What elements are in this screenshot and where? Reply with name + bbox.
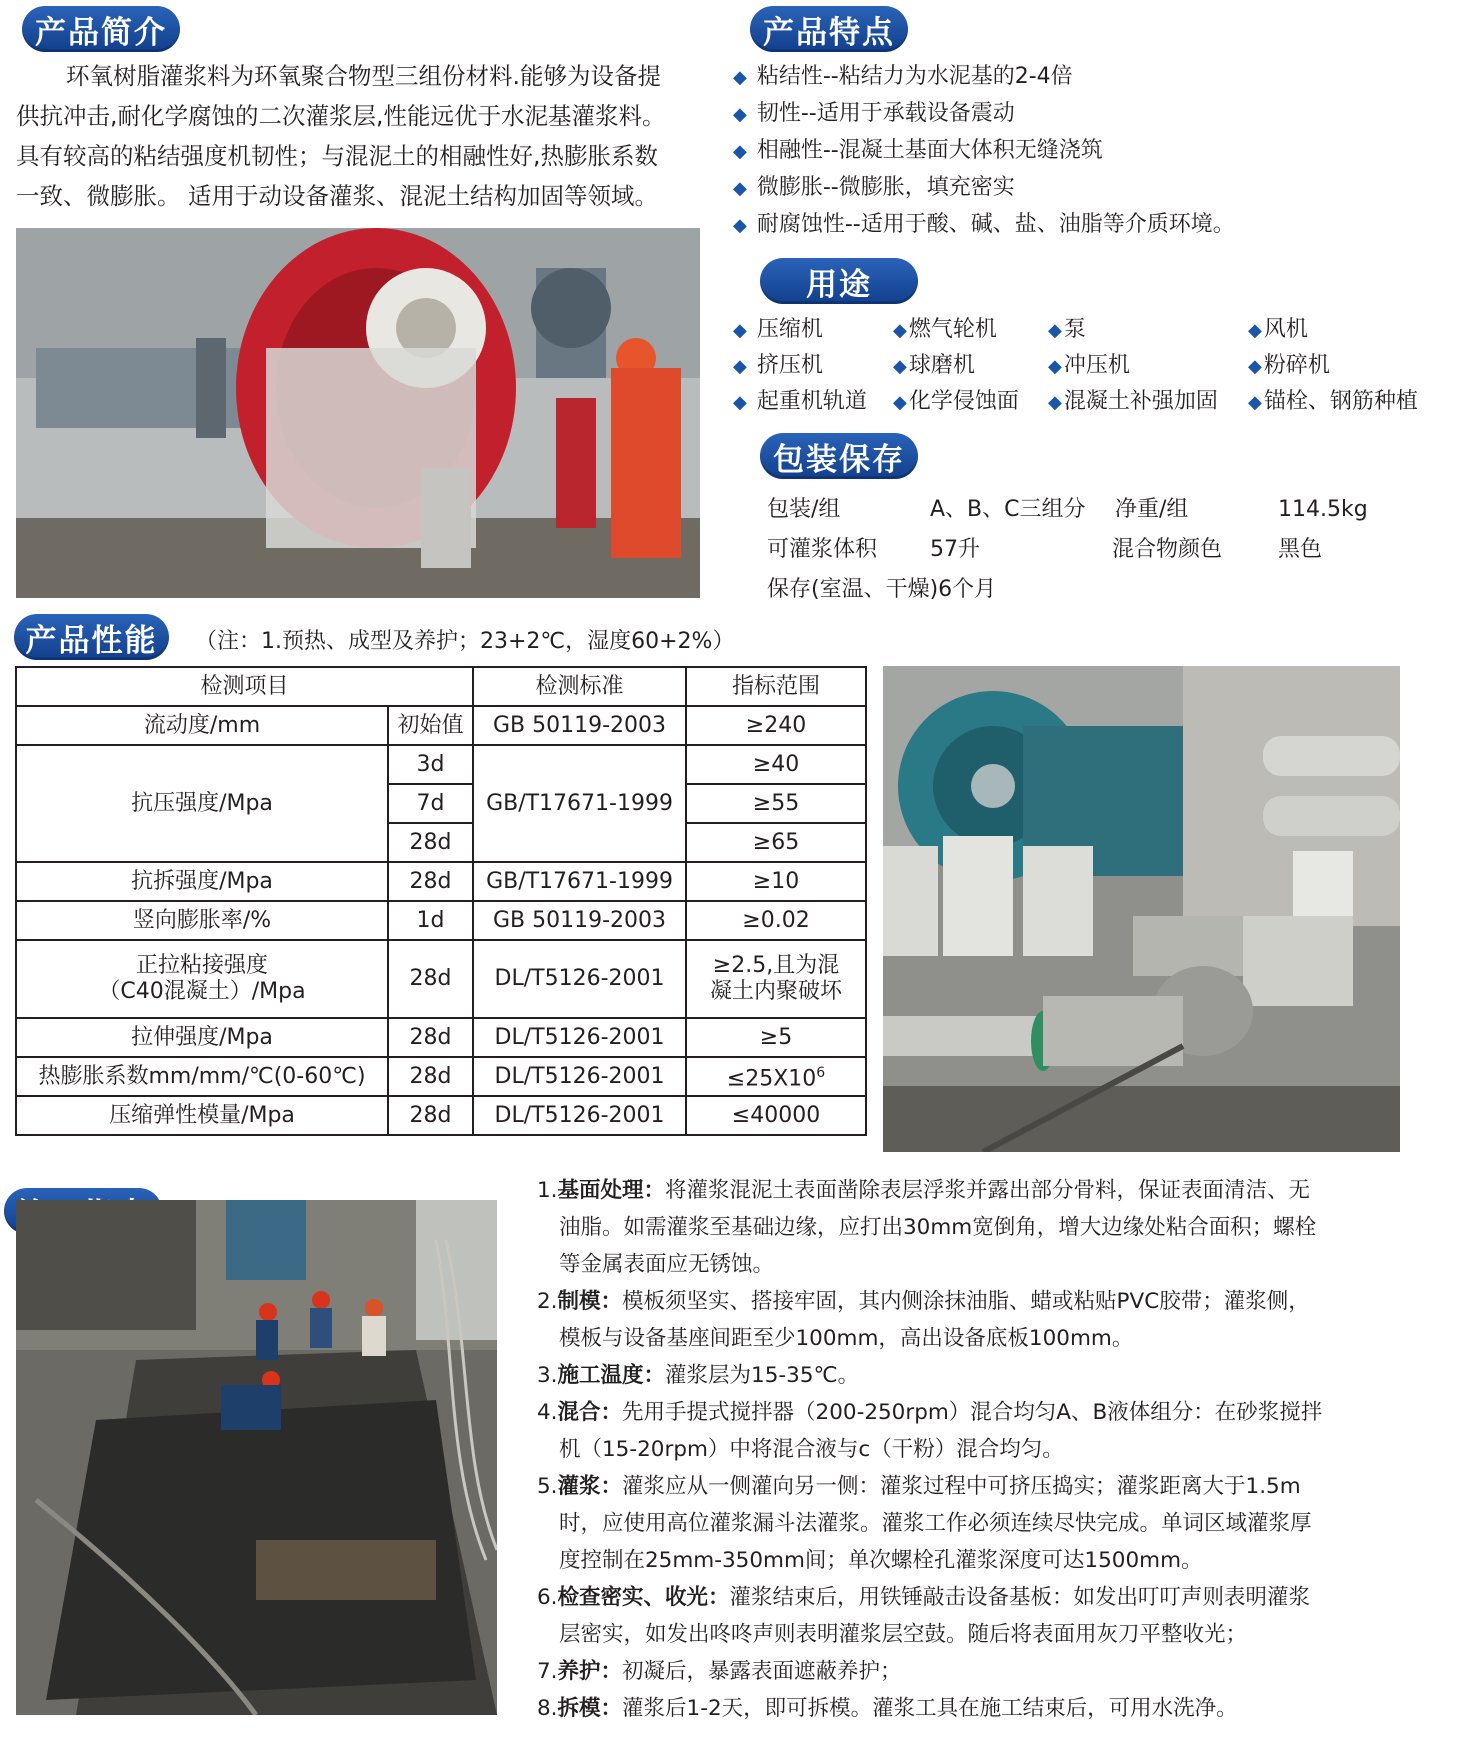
packaging-label: 包装/组 [767,497,841,522]
packaging-value: A、B、C三组分 [930,497,1086,522]
cell-item [16,940,388,1018]
section-title-uses: 用途 [760,258,918,304]
uses-row [733,312,1453,348]
table-row [16,745,866,784]
step-item [537,1690,1397,1727]
packaging-row [767,570,1368,610]
uses-row [733,384,1453,420]
section-title-features: 产品特点 [750,6,908,52]
use-item: ◆冲压机 [1048,348,1248,384]
step-item [537,1357,1397,1394]
diamond-bullet-icon: ◆ [733,141,747,162]
step-text: 时，应使用高位灌浆漏斗法灌浆。灌浆工作必须连续尽快完成。单词区域灌浆厚 [559,1511,1312,1536]
uses-row [733,348,1453,384]
cell-range-line: 凝土内聚破坏 [710,979,843,1004]
table-row [16,706,866,745]
cell-standard: GB 50119-2003 [473,901,686,940]
cell-range: ≥40 [686,745,866,784]
step-title: 混合： [557,1400,623,1425]
packaging-label: 净重/组 [1115,497,1189,522]
performance-table [15,666,867,1136]
step-number: 2. [537,1289,558,1314]
table-row [16,1096,866,1135]
header-item: 检测项目 [16,667,473,706]
cell-age: 7d [388,784,473,823]
list-item: ◆ 韧性--适用于承载设备震动 [733,95,1235,132]
use-item: ◆ 起重机轨道 [733,384,893,420]
cell-item: 压缩弹性模量/Mpa [16,1096,388,1135]
diamond-bullet-icon: ◆ [893,392,907,413]
cell-range: ≥0.02 [686,901,866,940]
diamond-bullet-icon: ◆ [1048,356,1062,377]
use-item: ◆泵 [1048,312,1248,348]
step-title: 养护： [557,1659,623,1684]
packaging-row [767,490,1368,530]
step-number: 7. [537,1659,558,1684]
diamond-bullet-icon: ◆ [1248,320,1262,341]
use-item: ◆球磨机 [893,348,1048,384]
intro-paragraph [16,56,716,216]
packaging-value: 57升 [930,537,980,562]
cell-item-line: 正拉粘接强度 [135,953,268,978]
list-item: ◆ 微膨胀--微膨胀，填充密实 [733,169,1235,206]
table-row [16,1018,866,1057]
intro-line: 具有较高的粘结强度机韧性；与混泥土的相融性好,热膨胀系数 [16,142,658,170]
cell-range-line: ≥2.5,且为混 [712,953,840,978]
packaging-row [767,530,1368,570]
diamond-bullet-icon: ◆ [733,178,747,199]
section-title-performance: 产品性能 [14,614,169,660]
cell-age: 28d [388,1096,473,1135]
step-text: 灌浆结束后，用铁锤敲击设备基板：如发出叮叮声则表明灌浆 [729,1585,1311,1610]
cell-standard: GB/T17671-1999 [473,862,686,901]
packaging-info [767,490,1368,610]
intro-line: 一致、微膨胀。 适用于动设备灌浆、混泥土结构加固等领域。 [16,182,658,210]
step-number: 1. [537,1178,558,1203]
cell-standard: DL/T5126-2001 [473,940,686,1018]
step-title: 制模： [557,1289,623,1314]
cell-item: 抗压强度/Mpa [16,745,388,862]
cell-item-line: （C40混凝土）/Mpa [98,979,306,1004]
storage-text: 保存(室温、干燥)6个月 [767,577,997,602]
diamond-bullet-icon: ◆ [893,356,907,377]
step-number: 6. [537,1585,558,1610]
packaging-label: 混合物颜色 [1112,537,1223,562]
step-item [537,1394,1397,1468]
diamond-bullet-icon: ◆ [733,320,747,341]
list-item: ◆ 粘结性--粘结力为水泥基的2-4倍 [733,58,1235,95]
compressor-illustration [16,228,700,598]
cell-item: 热膨胀系数mm/mm/℃(0-60℃) [16,1057,388,1096]
table-header-row [16,667,866,706]
step-item [537,1283,1397,1357]
cell-range: ≥10 [686,862,866,901]
cell-range [686,940,866,1018]
header-range: 指标范围 [686,667,866,706]
use-item: ◆ 挤压机 [733,348,893,384]
intro-line: 环氧树脂灌浆料为环氧聚合物型三组份材料.能够为设备提 [66,62,661,90]
step-title: 基面处理： [557,1178,666,1203]
cell-item: 竖向膨胀率/% [16,901,388,940]
use-item: ◆化学侵蚀面 [893,384,1048,420]
intro-line: 供抗冲击,耐化学腐蚀的二次灌浆层,性能远优于水泥基灌浆料。 [16,102,666,130]
cell-range: ≥65 [686,823,866,862]
cell-age: 28d [388,1057,473,1096]
diamond-bullet-icon: ◆ [733,104,747,125]
step-text: 层密实，如发出咚咚声则表明灌浆层空鼓。随后将表面用灰刀平整收光； [559,1622,1248,1647]
step-text: 将灌浆混泥土表面凿除表层浮浆并露出部分骨料，保证表面清洁、无 [665,1178,1311,1203]
step-text: 灌浆应从一侧灌向另一侧：灌浆过程中可挤压捣实；灌浆距离大于1.5m [622,1474,1301,1499]
cell-age: 28d [388,940,473,1018]
section-title-packaging: 包装保存 [760,433,918,479]
step-text: 初凝后，暴露表面遮蔽养护； [622,1659,902,1684]
photo-motor-equipment [883,666,1400,1152]
list-item: ◆ 耐腐蚀性--适用于酸、碱、盐、油脂等介质环境。 [733,206,1235,243]
construction-illustration [16,1200,497,1715]
use-item: ◆ 压缩机 [733,312,893,348]
cell-item: 流动度/mm [16,706,388,745]
step-item [537,1172,1397,1283]
step-text: 灌浆后1-2天，即可拆模。灌浆工具在施工结束后，可用水洗净。 [622,1696,1238,1721]
table-row [16,862,866,901]
cell-age: 28d [388,823,473,862]
use-item: ◆锚栓、钢筋种植 [1248,384,1418,420]
packaging-value: 114.5kg [1278,497,1368,522]
step-text: 度控制在25mm-350mm间；单次螺栓孔灌浆深度可达1500mm。 [559,1548,1203,1573]
step-title: 施工温度： [557,1363,666,1388]
use-item: ◆粉碎机 [1248,348,1330,384]
performance-note: （注：1.预热、成型及养护；23+2℃，湿度60+2%） [195,629,735,654]
use-item: ◆燃气轮机 [893,312,1048,348]
cell-range: ≤40000 [686,1096,866,1135]
cell-standard: DL/T5126-2001 [473,1057,686,1096]
packaging-label: 可灌浆体积 [767,537,878,562]
step-number: 3. [537,1363,558,1388]
list-item: ◆ 相融性--混凝土基面大体积无缝浇筑 [733,132,1235,169]
diamond-bullet-icon: ◆ [733,215,747,236]
photo-construction-site [16,1200,497,1715]
step-number: 5. [537,1474,558,1499]
diamond-bullet-icon: ◆ [1048,392,1062,413]
step-text: 等金属表面应无锈蚀。 [559,1252,775,1277]
cell-age: 1d [388,901,473,940]
header-standard: 检测标准 [473,667,686,706]
table-row [16,940,866,1018]
cell-age: 3d [388,745,473,784]
features-list [733,58,1235,243]
cell-standard: GB 50119-2003 [473,706,686,745]
step-number: 4. [537,1400,558,1425]
cell-range: ≥5 [686,1018,866,1057]
step-text: 模板与设备基座间距至少100mm，高出设备底板100mm。 [559,1326,1134,1351]
cell-range: ≥240 [686,706,866,745]
diamond-bullet-icon: ◆ [893,320,907,341]
use-item: ◆风机 [1248,312,1308,348]
cell-age: 28d [388,1018,473,1057]
step-text: 模板须坚实、搭接牢固，其内侧涂抹油脂、蜡或粘贴PVC胶带；灌浆侧， [622,1289,1310,1314]
table-row [16,1057,866,1096]
step-item [537,1468,1397,1579]
step-title: 检查密实、收光： [557,1585,730,1610]
step-title: 灌浆： [557,1474,623,1499]
cell-range-exponent: 6 [816,1065,826,1082]
cell-age: 初始值 [388,706,473,745]
diamond-bullet-icon: ◆ [733,392,747,413]
step-text: 机（15-20rpm）中将混合液与c（干粉）混合均匀。 [559,1437,1064,1462]
diamond-bullet-icon: ◆ [1248,392,1262,413]
step-text: 灌浆层为15-35℃。 [665,1363,860,1388]
step-number: 8. [537,1696,558,1721]
use-item: ◆混凝土补强加固 [1048,384,1248,420]
step-item [537,1653,1397,1690]
cell-range: ≥55 [686,784,866,823]
cell-item: 拉伸强度/Mpa [16,1018,388,1057]
cell-age: 28d [388,862,473,901]
cell-standard: DL/T5126-2001 [473,1018,686,1057]
section-title-intro: 产品简介 [22,6,180,52]
cell-standard: GB/T17671-1999 [473,745,686,862]
step-text: 先用手提式搅拌器（200-250rpm）混合均匀A、B液体组分：在砂浆搅拌 [622,1400,1323,1425]
photo-compressor [16,228,700,598]
table-row [16,901,866,940]
diamond-bullet-icon: ◆ [733,67,747,88]
step-text: 油脂。如需灌浆至基础边缘，应打出30mm宽倒角，增大边缘处粘合面积；螺栓 [559,1215,1317,1240]
cell-range-base: ≤25X10 [726,1066,817,1092]
step-item [537,1579,1397,1653]
cell-item: 抗拆强度/Mpa [16,862,388,901]
cell-range [686,1057,866,1096]
cell-standard: DL/T5126-2001 [473,1096,686,1135]
diamond-bullet-icon: ◆ [733,356,747,377]
step-title: 拆模： [557,1696,623,1721]
diamond-bullet-icon: ◆ [1248,356,1262,377]
diamond-bullet-icon: ◆ [1048,320,1062,341]
motor-illustration [883,666,1400,1152]
uses-grid [733,312,1453,420]
construction-steps [537,1172,1397,1727]
packaging-value: 黑色 [1278,537,1323,562]
